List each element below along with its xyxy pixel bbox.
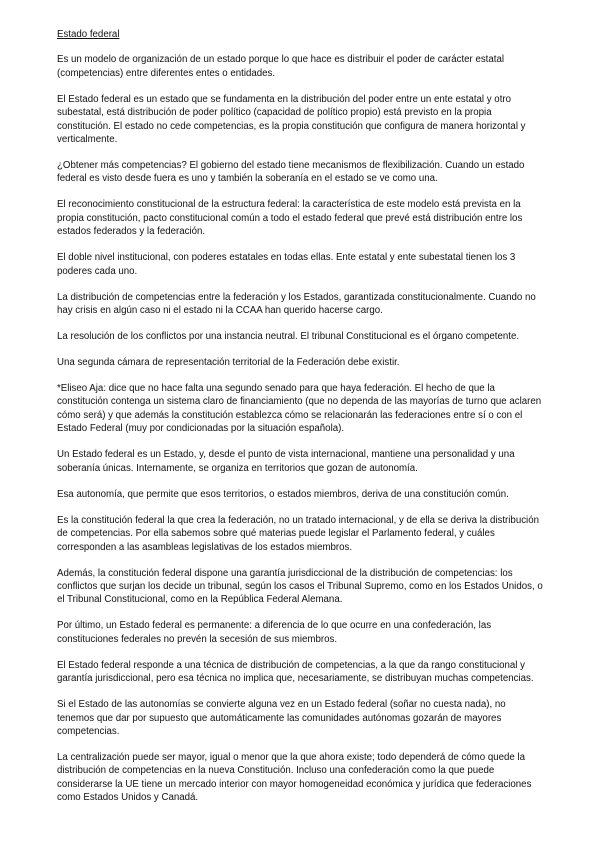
paragraph: El doble nivel institucional, con poderes estatales en todas ellas. Ente estatal y ente subestatal tienen los 3 poderes cada uno. <box>57 252 516 277</box>
paragraph: *Eliseo Aja: dice que no hace falta una segundo senado para que haya federación. El hecho de que la constitución contenga un sistema claro de financiamiento (que no dependa de las mayorías de turno que aclaren cómo será) y que además la constitución establezca cómo se relacionarán las federaciones entre sí o con el Estado Federal (muy por condicionadas por la situación española). <box>57 383 542 435</box>
paragraph: Por último, un Estado federal es permanente: a diferencia de lo que ocurre en una confederación, las constituciones federales no prevén la secesión de sus miembros. <box>57 620 492 645</box>
paragraph: Si el Estado de las autonomías se convierte alguna vez en un Estado federal (soñar no cuesta nada), no tenemos que dar por supuesto que automáticamente las comunidades autónomas gozarán de mayores competencias. <box>57 699 506 737</box>
paragraph: El Estado federal es un estado que se fundamenta en la distribución del poder entre un ente estatal y otro subestatal, está distribución de poder político (capacidad de político propio) está previsto en la propia constitución. El estado no cede competencias, es la propia constitución que configura de manera horizontal y verticalmente. <box>57 93 526 146</box>
document-body <box>57 53 544 804</box>
paragraph: Una segunda cámara de representación territorial de la Federación debe existir. <box>57 357 400 369</box>
paragraph: Es un modelo de organización de un estado porque lo que hace es distribuir el poder de carácter estatal (competencias) entre diferentes entes o entidades. <box>57 54 504 79</box>
paragraph: Es la constitución federal la que crea la federación, no un tratado internacional, y de ella se deriva la distribución de competencias. Por ella sabemos sobre qué materias puede legislar el Parlamento federal, y cuáles corresponden a las asambleas legislativas de los estados miembros. <box>57 514 539 553</box>
document-title: Estado federal <box>57 29 120 40</box>
paragraph: Un Estado federal es un Estado, y, desde el punto de vista internacional, mantiene una personalidad y una soberanía únicas. Internamente, se organiza en territorios que gozan de autonomía. <box>57 449 515 474</box>
paragraph: La distribución de competencias entre la federación y los Estados, garantizada constitucionalmente. Cuando no hay crisis en algún caso ni el estado ni la CCAA han querido hacerse cargo. <box>57 291 536 317</box>
paragraph: La resolución de los conflictos por una instancia neutral. El tribunal Constitucional es el órgano competente. <box>57 331 520 343</box>
paragraph: La centralización puede ser mayor, igual o menor que la que ahora existe; todo dependerá de cómo quede la distribución de competencias en la nueva Constitución. Incluso una confederación como la que puede considerarse la UE tiene un mercado interior con mayor homogeneidad económica y jurídica que federaciones como Estados Unidos y Canadá. <box>57 751 532 804</box>
paragraph: Esa autonomía, que permite que esos territorios, o estados miembros, deriva de una constitución común. <box>57 488 509 500</box>
paragraph: El Estado federal responde a una técnica de distribución de competencias, a la que da rango constitucional y garantía jurisdiccional, pero esa técnica no implica que, necesariamente, se distribuyan muchas competencias. <box>57 659 534 685</box>
paragraph: Además, la constitución federal dispone una garantía jurisdiccional de la distribución de competencias: los conflictos que surjan los decide un tribunal, según los casos el Tribunal Supremo, como en los Estados Unidos, o el Tribunal Constitucional, como en la República Federal Alemana. <box>57 567 543 606</box>
paragraph: El reconocimiento constitucional de la estructura federal: la característica de este modelo está prevista en la propia constitución, pacto constitucional común a todo el estado federal que prevé está distribución entre los estados federados y la federación. <box>57 199 523 238</box>
paragraph: ¿Obtener más competencias? El gobierno del estado tiene mecanismos de flexibilización. Cuando un estado federal es visto desde fuera es uno y también la soberanía en el estado se ve como una. <box>57 160 525 185</box>
